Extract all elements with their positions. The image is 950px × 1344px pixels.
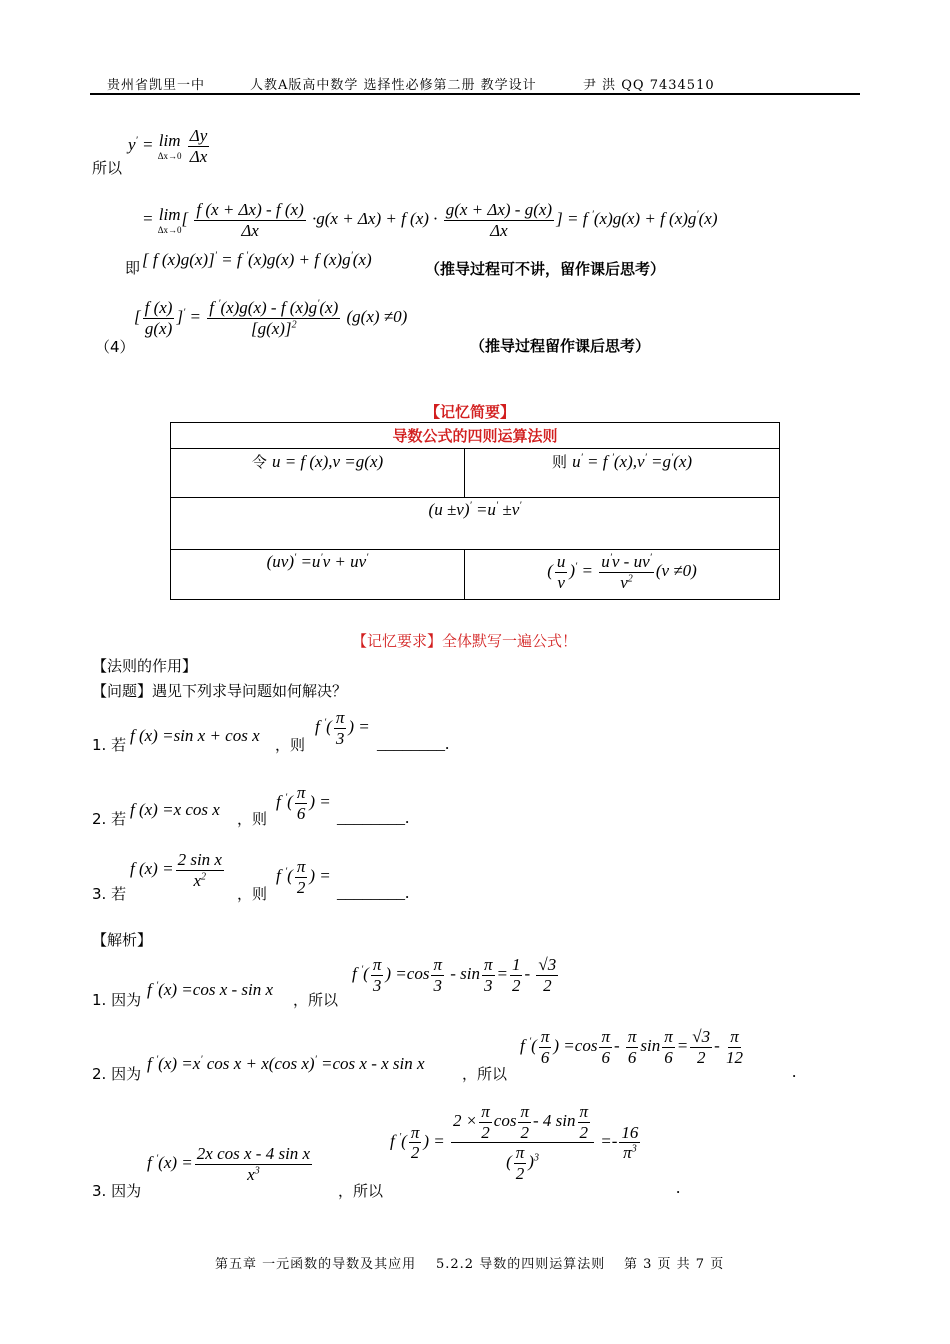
footer-chapter: 第五章 一元函数的导数及其应用 [215, 1257, 417, 1272]
q2-target: f ′( $\frac{\pi}{6}$ ) = [276, 783, 331, 823]
memo-cell-let: 令 u = f (x),v =g(x) [171, 449, 465, 498]
label-suoyi: 所以 [92, 159, 123, 177]
q2-function: f (x) =x cos x [130, 800, 220, 819]
note-derivation-1: （推导过程可不讲，留作课后思考） [425, 260, 666, 278]
header-rule [90, 93, 860, 95]
footer-page: 第 3 页 共 7 页 [624, 1257, 725, 1272]
q3-label: 3. 若 [92, 885, 127, 903]
memo-cell-quotient-rule: ( $\frac{u}{v}$ )′ = $\frac{u'v - uv'}{v^2}$ (v ≠0) [465, 550, 780, 600]
a3-result: f ′( $\frac{\pi}{2}$ ) = 2 × $\frac{\pi}{2}$ cos $\frac{\pi}{2}$ - 4 sin $\frac{\pi}{2}$ ( $\frac{\pi}{2}$ )$^3$ =- $\frac{16}{\pi^3}$ [390, 1102, 639, 1183]
memo-table [170, 422, 780, 600]
formula-product-rule: [ f (x)g(x)]′ = f ′(x)g(x) + f (x)g′(x) [142, 250, 372, 269]
a2-suoyi: ，所以 [462, 1065, 508, 1083]
a1-derivative: f ′(x) =cos x - sin x [147, 980, 274, 999]
q2-ze: ，则 [237, 810, 268, 828]
a3-suoyi: ，所以 [338, 1182, 384, 1200]
q3-function: f (x) = $\frac{\text{2 sin x}}{x^2}$ [130, 850, 222, 890]
note-derivation-2: （推导过程留作课后思考） [470, 337, 651, 355]
a1-label: 1. 因为 [92, 991, 142, 1009]
a1-suoyi: ，所以 [293, 991, 339, 1009]
label-ze: 则 [551, 453, 567, 471]
question-title: 【问题】遇见下列求导问题如何解决？ [92, 682, 348, 700]
footer-section: 5.2.2 导数的四则运算法则 [436, 1257, 606, 1272]
q1-blank: ________. [377, 734, 450, 753]
q1-ze: ，则 [275, 736, 306, 754]
q3-ze: ，则 [237, 885, 268, 903]
a2-result: f ′( $\frac{\pi}{6}$ ) =cos $\frac{\pi}{6}$ - $\frac{\pi}{6}$ sin $\frac{\pi}{6}$ = $\frac{√3}{2}$ - $\frac{\pi}{12}$ [520, 1027, 744, 1067]
formula-quotient-rule: [ $\frac{f (x)}{g(x)}$ ]′ = $\frac{f '(x)g(x) - f (x)g'(x)}{[g(x)]^2}$ (g(x) ≠0) [134, 298, 408, 338]
header-author: 尹 洪 QQ 7434510 [583, 78, 715, 93]
label-ji: 即 [125, 259, 141, 277]
a3-label: 3. 因为 [92, 1182, 142, 1200]
memo-title: 【记忆简要】 [425, 403, 516, 421]
rule-title: 【法则的作用】 [92, 657, 198, 675]
q1-function: f (x) =sin x + cos x [130, 726, 260, 745]
label-item4: （4） [95, 338, 135, 356]
a2-period: . [792, 1062, 797, 1081]
a1-result: f ′( $\frac{\pi}{3}$ ) =cos $\frac{\pi}{3}$ - sin $\frac{\pi}{3}$ = $\frac{1}{2}$ - $\frac{√3}{2}$ [352, 955, 557, 995]
memo-table-title: 导数公式的四则运算法则 [171, 423, 780, 449]
q3-target: f ′( $\frac{\pi}{2}$ ) = [276, 857, 331, 897]
q1-label: 1. 若 [92, 736, 127, 754]
q3-blank: ________. [337, 883, 410, 902]
a3-period: . [676, 1178, 681, 1197]
a2-label: 2. 因为 [92, 1065, 142, 1083]
analysis-title: 【解析】 [92, 931, 153, 949]
formula-product-limit: = lim Δx→0 [ $\frac{f (x + \Delta x) - f (x)}{\Delta x}$ ·g(x + Δx) + f (x) · $\frac{g(x + \Delta x) - g(x)}{\Delta x}$ ] = f ′(x)g(x) + f (x)g′(x) [142, 200, 718, 240]
a2-derivative: f ′(x) =x′ cos x + x(cos x)′ =cos x - x sin x [147, 1054, 425, 1073]
label-ling: 令 [251, 453, 267, 471]
memo-requirement: 【记忆要求】全体默写一遍公式！ [352, 632, 578, 650]
q2-label: 2. 若 [92, 810, 127, 828]
memo-cell-sum-rule: (u ±v)′ =u′ ±v′ [171, 498, 780, 550]
header-book: 人教A版高中数学 选择性必修第二册 教学设计 [250, 78, 537, 93]
q1-target: f ′( $\frac{\pi}{3}$ ) = [315, 708, 370, 748]
q2-blank: ________. [337, 808, 410, 827]
formula-derivative-definition: y′ = lim Δx→0 $\frac{\Delta y}{\Delta x}$ [128, 126, 208, 166]
memo-cell-product-rule: (uv)′ =u′v + uv′ [171, 550, 465, 600]
header-school: 贵州省凯里一中 [107, 78, 206, 93]
a3-derivative: f ′(x) = $\frac{\text{2x cos x - 4 sin x}}{x^3}$ [147, 1144, 311, 1184]
memo-cell-then: 则 u′ = f ′(x),v′ =g′(x) [465, 449, 780, 498]
